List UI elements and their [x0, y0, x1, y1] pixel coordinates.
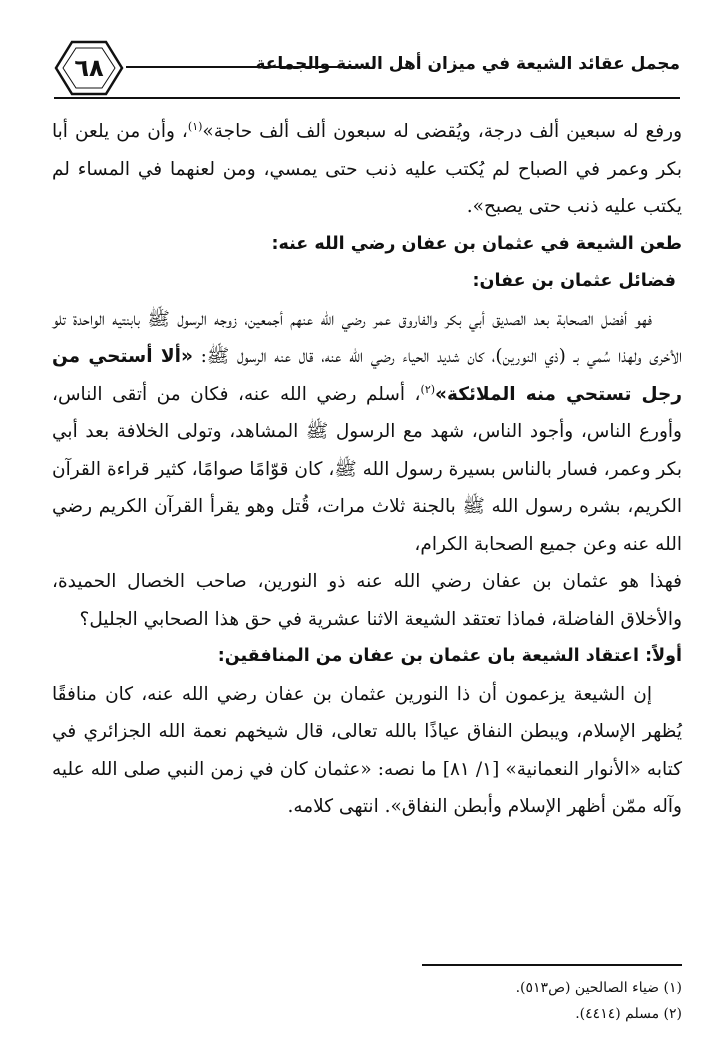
subsection-heading: فضائل عثمان بن عفان: — [472, 271, 676, 291]
paragraph-text: ، وأن من يلعن أبا بكر وعمر في الصباح لم يُكتب عليه ذنب حتى يمسي، ومن لعنهما في المساء لم يكتب عليه ذنب حتى يصبح». — [52, 121, 682, 217]
page-number-badge — [54, 40, 124, 96]
section-heading: طعن الشيعة في عثمان بن عفان رضي الله عنه: — [271, 233, 682, 254]
hadith-quote: «ألا أستحي من رجل تستحي منه الملائكة» — [52, 346, 682, 405]
page-header — [54, 40, 680, 100]
page-body — [52, 113, 682, 826]
paragraph: إن الشيعة يزعمون أن ذا النورين عثمان بن عفان رضي الله عنه، كان منافقًا يُظهر الإسلام، ويبطن النفاق عياذًا بالله تعالى، قال شيخهم نعمة الله الجزائري في كتابه «الأنوار النعمانية» [١/ ٨١] ما نصه: «عثمان كان في زمن النبي صلى الله عليه وآله ممّن أظهر الإسلام وأبطن النفاق». انتهى كلامه. — [52, 683, 683, 817]
paragraph-text: ورفع له سبعين ألف درجة، ويُقضى له سبعون ألف ألف حاجة» — [202, 121, 682, 142]
paragraph-text: ، أسلم رضي الله عنه، فكان من أتقى الناس، وأورع الناس، وأجود الناس، شهد مع الرسول ﷺ المشاهد، وتولى الخلافة بعد أبي بكر وعمر، فسار بالناس بسيرة رسول الله ﷺ، كان قوّامًا صوامًا، كثير قراءة القرآن الكريم، بشره رسول الله ﷺ بالجنة ثلاث مرات، قُتل وهو يقرأ القرآن الكريم رضي الله عنه وعن جميع الصحابة الكرام، — [52, 383, 682, 555]
paragraph — [52, 301, 682, 564]
footnotes — [282, 975, 682, 1027]
page-number: ٦٨ — [74, 54, 104, 82]
running-title: مجمل عقائد الشيعة في ميزان أهل السنة والجماعة — [255, 54, 680, 74]
section-heading: أولاً: اعتقاد الشيعة بان عثمان بن عفان من المنافقين: — [217, 646, 682, 666]
footnote-divider — [422, 964, 682, 966]
header-divider — [54, 97, 680, 99]
paragraph-text: فهو أفضل الصحابة بعد الصديق أبي بكر والفاروق عمر رضي الله عنهم أجمعين، زوجه الرسول ﷺ بابنتيه الواحدة تلو الأخرى ولهذا سُمي بـ (ذي النورين)، كان شديد الحياء رضي الله عنه، قال عنه الرسول ﷺ: — [52, 308, 683, 367]
footnote: (٢) مسلم (٤٤١٤). — [575, 1006, 682, 1022]
footnote-ref: (٢) — [420, 382, 436, 396]
paragraph: فهذا هو عثمان بن عفان رضي الله عنه ذو النورين، صاحب الخصال الحميدة، والأخلاق الفاضلة، فماذا تعتقد الشيعة الاثنا عشرية في حق هذا الصحابي الجليل؟ — [52, 571, 682, 630]
footnote-ref: (١) — [187, 119, 203, 133]
paragraph — [52, 113, 682, 226]
footnote: (١) ضياء الصالحين (ص٥١٣). — [515, 980, 682, 996]
